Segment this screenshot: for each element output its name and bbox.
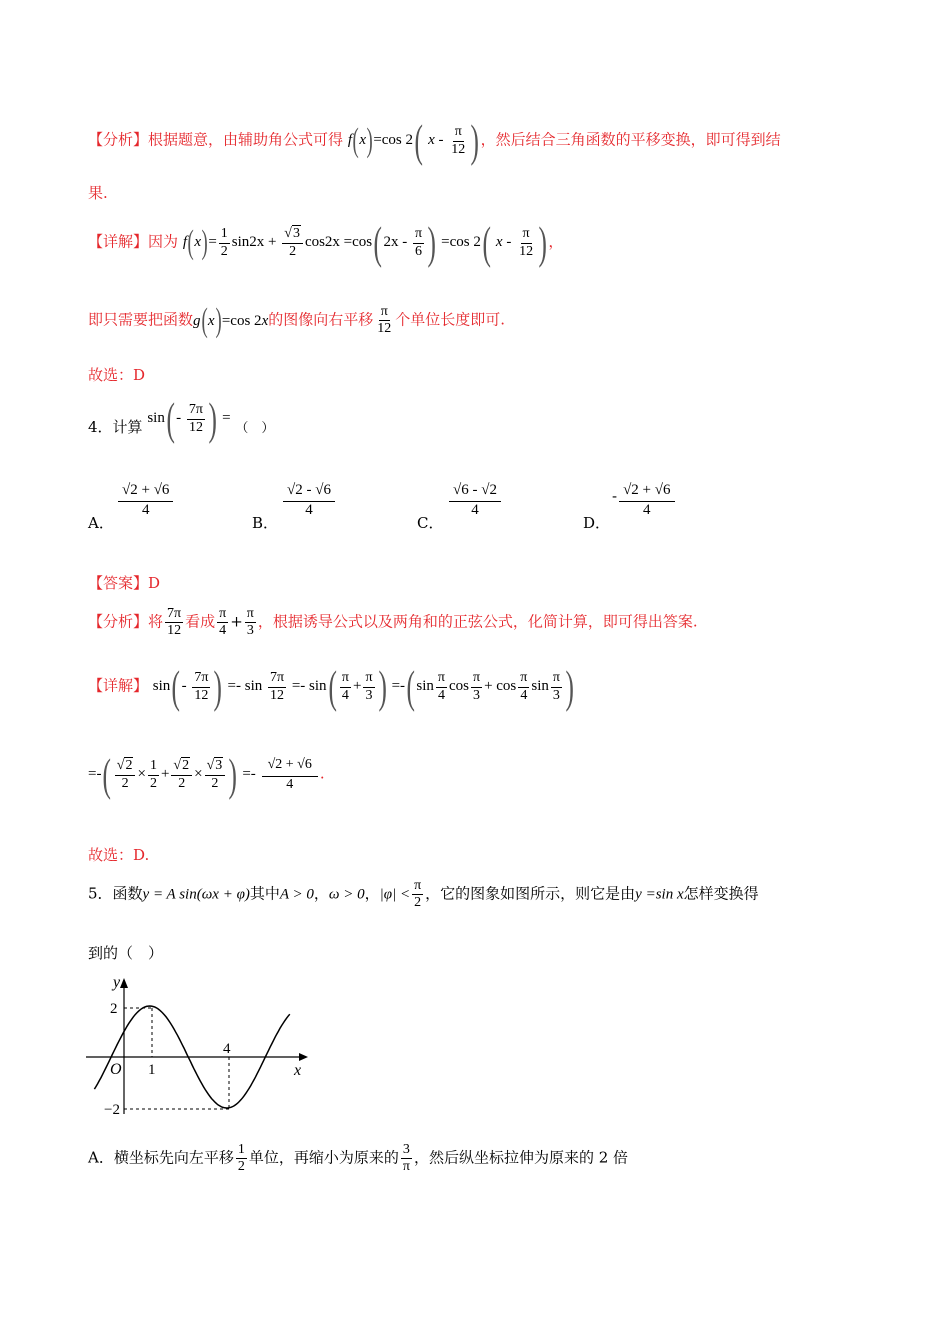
q3-analysis-cont: 果.: [88, 184, 108, 202]
q4-option-b-label[interactable]: B．: [252, 514, 279, 532]
q4-option-c-label[interactable]: C．: [417, 514, 444, 532]
origin-label: O: [110, 1061, 122, 1078]
ymax-label: 2: [110, 1001, 118, 1017]
q4-final-answer: 故选：D.: [88, 846, 150, 864]
q4-stem: 4．计算 sin(- $\frac{7\pi}{12}$ ) = （ ）: [88, 393, 275, 444]
y-axis-label: y: [113, 974, 121, 991]
q4-option-a-label[interactable]: A．: [88, 514, 114, 532]
x4-label: 4: [223, 1041, 231, 1057]
q4-option-d[interactable]: - $\frac{√2 + √6}{4}$: [612, 482, 677, 520]
q4-option-a[interactable]: $\frac{√2 + √6}{4}$: [116, 482, 175, 520]
q3-shift-line: 即只需要把函数g(x)=cos 2x的图像向右平移 $\frac{\pi}{12}$ 个单位长度即可.: [88, 302, 506, 340]
ymin-label: −2: [104, 1102, 120, 1118]
q4-analysis: 【分析】将 $\frac{7\pi}{12}$ 看成 $\frac{\pi}{4}$ + $\frac{\pi}{3}$ ，根据诱导公式以及两角和的正弦公式，化简计算，即可得出答案.: [88, 606, 698, 639]
q5-option-a[interactable]: A．横坐标先向左平移 $\frac{1}{2}$ 单位，再缩小为原来的 $\frac{3}{\pi}$ ，然后纵坐标拉伸为原来的 2 倍: [88, 1142, 629, 1175]
q5-graph: [86, 968, 316, 1118]
q3-analysis-line: 【分析】根据题意，由辅助角公式可得 f(x)=cos 2( x - $\frac{\pi}{12}$ )，然后结合三角函数的平移变换，即可得到结: [88, 115, 781, 166]
q5-stem: 5．函数y = A sin(ωx + φ)其中A > 0，ω > 0，|φ| < $\frac{\pi}{2}$ ，它的图象如图所示，则它是由y =sin x怎样变换得: [88, 878, 759, 911]
formula-f: f(x)=cos 2( x - $\frac{\pi}{12}$ ): [347, 115, 480, 166]
q5-stem-cont: 到的（ ）: [88, 944, 164, 962]
q4-option-c[interactable]: $\frac{√6 - √2}{4}$: [447, 482, 503, 520]
x1-label: 1: [148, 1062, 156, 1078]
q4-option-d-label[interactable]: D．: [583, 514, 611, 532]
q4-answer: 【答案】D: [88, 574, 161, 592]
q4-detail-line2: =-( $\frac{√2}{2}$ × $\frac{1}{2}$ + $\frac{√2}{2}$ × $\frac{√3}{2}$ ) =- $\frac{√2 + √6}{4}$ .: [88, 749, 325, 800]
q3-detail-line: 【详解】因为 f(x)= $\frac{1}{2}$ sin2x + $\frac{√3}{2}$ cos2x =cos(2x - $\frac{\pi}{6}$ ) =cos 2( x - $\frac{\pi}{12}$ )，: [88, 217, 564, 268]
x-axis-label: x: [294, 1062, 302, 1079]
x-axis-arrow: [299, 1053, 308, 1061]
q4-detail-line1: 【详解】 sin(- $\frac{7\pi}{12}$ ) =- sin $\frac{7\pi}{12}$ =- sin( $\frac{\pi}{4}$ + $\frac{\pi}{3}$ ) =-(sin $\frac{\pi}{4}$ cos $\frac{\pi}{3}$ + cos $\frac{\pi}{4}$ sin $\frac{\pi}{3}$ ): [88, 661, 574, 712]
detail-tag: 【详解】: [88, 232, 149, 251]
q4-option-b[interactable]: $\frac{√2 - √6}{4}$: [281, 482, 337, 520]
y-axis-arrow: [120, 978, 128, 988]
analysis-tag: 【分析】: [88, 130, 149, 149]
q3-answer: 故选：D: [88, 366, 146, 384]
